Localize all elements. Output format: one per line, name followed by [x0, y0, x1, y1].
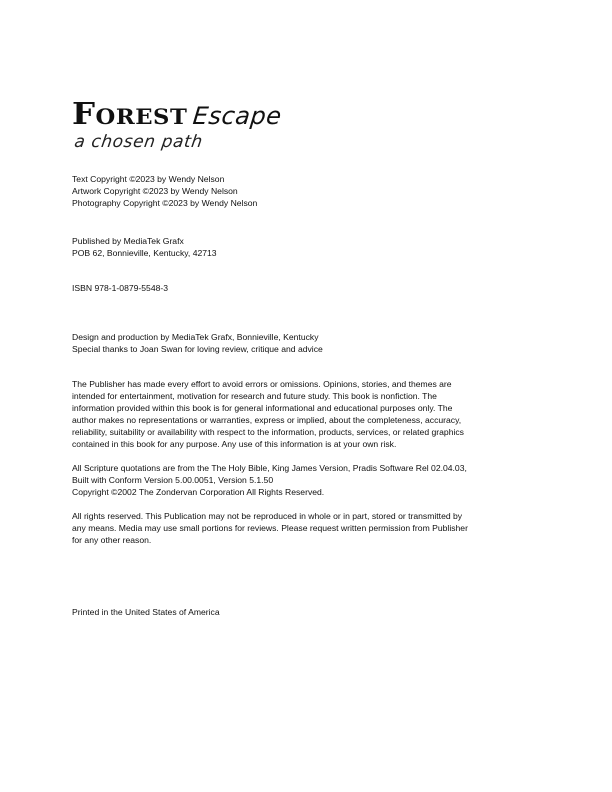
title-main: Forest	[72, 97, 188, 132]
credits-line: Special thanks to Joan Swan for loving review, critique and advice	[72, 344, 323, 354]
scripture-line: All Scripture quotations are from the The Holy Bible, King James Version, Pradis Software Rel 02.04.03,	[72, 463, 467, 473]
book-subtitle: a chosen path	[73, 132, 205, 152]
isbn-block	[72, 282, 542, 294]
scripture-block	[72, 462, 542, 498]
disclaimer-line: contained in this book for any purpose. Any use of this information is at your own risk.	[72, 439, 397, 449]
book-title	[72, 97, 283, 132]
rights-line: any means. Media may use small portions for reviews. Please request written permission from Publisher	[72, 523, 468, 533]
disclaimer-line: author makes no representations or warranties, express or implied, about the completeness, accuracy,	[72, 415, 462, 425]
copyright-line: Text Copyright ©2023 by Wendy Nelson	[72, 174, 225, 184]
isbn: ISBN 978-1-0879-5548-3	[72, 283, 169, 293]
rights-block	[72, 510, 542, 546]
publisher-address: POB 62, Bonnieville, Kentucky, 42713	[72, 248, 217, 258]
printed-in: Printed in the United States of America	[72, 607, 220, 617]
scripture-line: Built with Conform Version 5.00.0051, Version 5.1.50	[72, 475, 274, 485]
disclaimer-line: The Publisher has made every effort to avoid errors or omissions. Opinions, stories, and themes are	[72, 379, 452, 389]
printed-block	[72, 606, 542, 618]
disclaimer-line: information provided within this book is for general informational and educational purposes only. The	[72, 403, 453, 413]
publisher-block	[72, 235, 542, 259]
scripture-line: Copyright ©2002 The Zondervan Corporation All Rights Reserved.	[72, 487, 325, 497]
copyright-block	[72, 173, 542, 209]
credits-block	[72, 331, 542, 355]
publisher-line: Published by MediaTek Grafx	[72, 236, 184, 246]
copyright-line: Photography Copyright ©2023 by Wendy Nelson	[72, 198, 258, 208]
rights-line: All rights reserved. This Publication may not be reproduced in whole or in part, stored or transmitted by	[72, 511, 463, 521]
disclaimer-block	[72, 378, 542, 450]
title-accent: Escape	[191, 102, 283, 130]
disclaimer-line: intended for entertainment, motivation for research and future study. This book is nonfiction. The	[72, 391, 437, 401]
credits-line: Design and production by MediaTek Grafx, Bonnieville, Kentucky	[72, 332, 319, 342]
copyright-line: Artwork Copyright ©2023 by Wendy Nelson	[72, 186, 238, 196]
rights-line: for any other reason.	[72, 535, 152, 545]
disclaimer-line: reliability, suitability or availability with respect to the information, products, services, or related graphics	[72, 427, 464, 437]
